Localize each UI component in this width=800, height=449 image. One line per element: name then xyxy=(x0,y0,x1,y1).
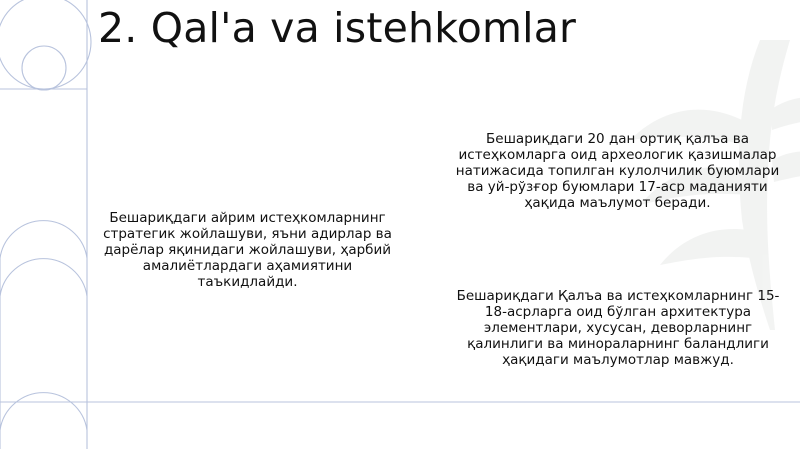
top-small-circle xyxy=(22,46,66,90)
slide-title: 2. Qal'a va istehkomlar xyxy=(98,4,577,52)
bottom-arch xyxy=(0,393,87,430)
paragraph-strategic-location: Бешариқдаги айрим истеҳкомларнинг стратегик жойлашуви, яъни адирлар ва дарёлар яқинидаги жойлашуви, ҳарбий амалиётлардаги аҳамиятини таъкидлайди. xyxy=(103,210,392,290)
middle-arch-outer xyxy=(0,221,87,258)
top-large-circle xyxy=(0,0,91,89)
middle-arch-inner xyxy=(0,259,87,296)
paragraph-archaeological-finds: Бешариқдаги 20 дан ортиқ қалъа ва истеҳкомларга оид археологик қазишмалар натижасида топилган кулолчилик буюмлари ва уй-рўзғор буюмлари 17-аср маданияти ҳақида маълумот беради. xyxy=(455,131,780,211)
paragraph-architecture-elements: Бешариқдаги Қалъа ва истеҳкомларнинг 15-18-асрларга оид бўлган архитектура элементлари, хусусан, деворларнинг қалинлиги ва минораларнинг баландлиги ҳақидаги маълумотлар мавжуд. xyxy=(456,288,780,368)
